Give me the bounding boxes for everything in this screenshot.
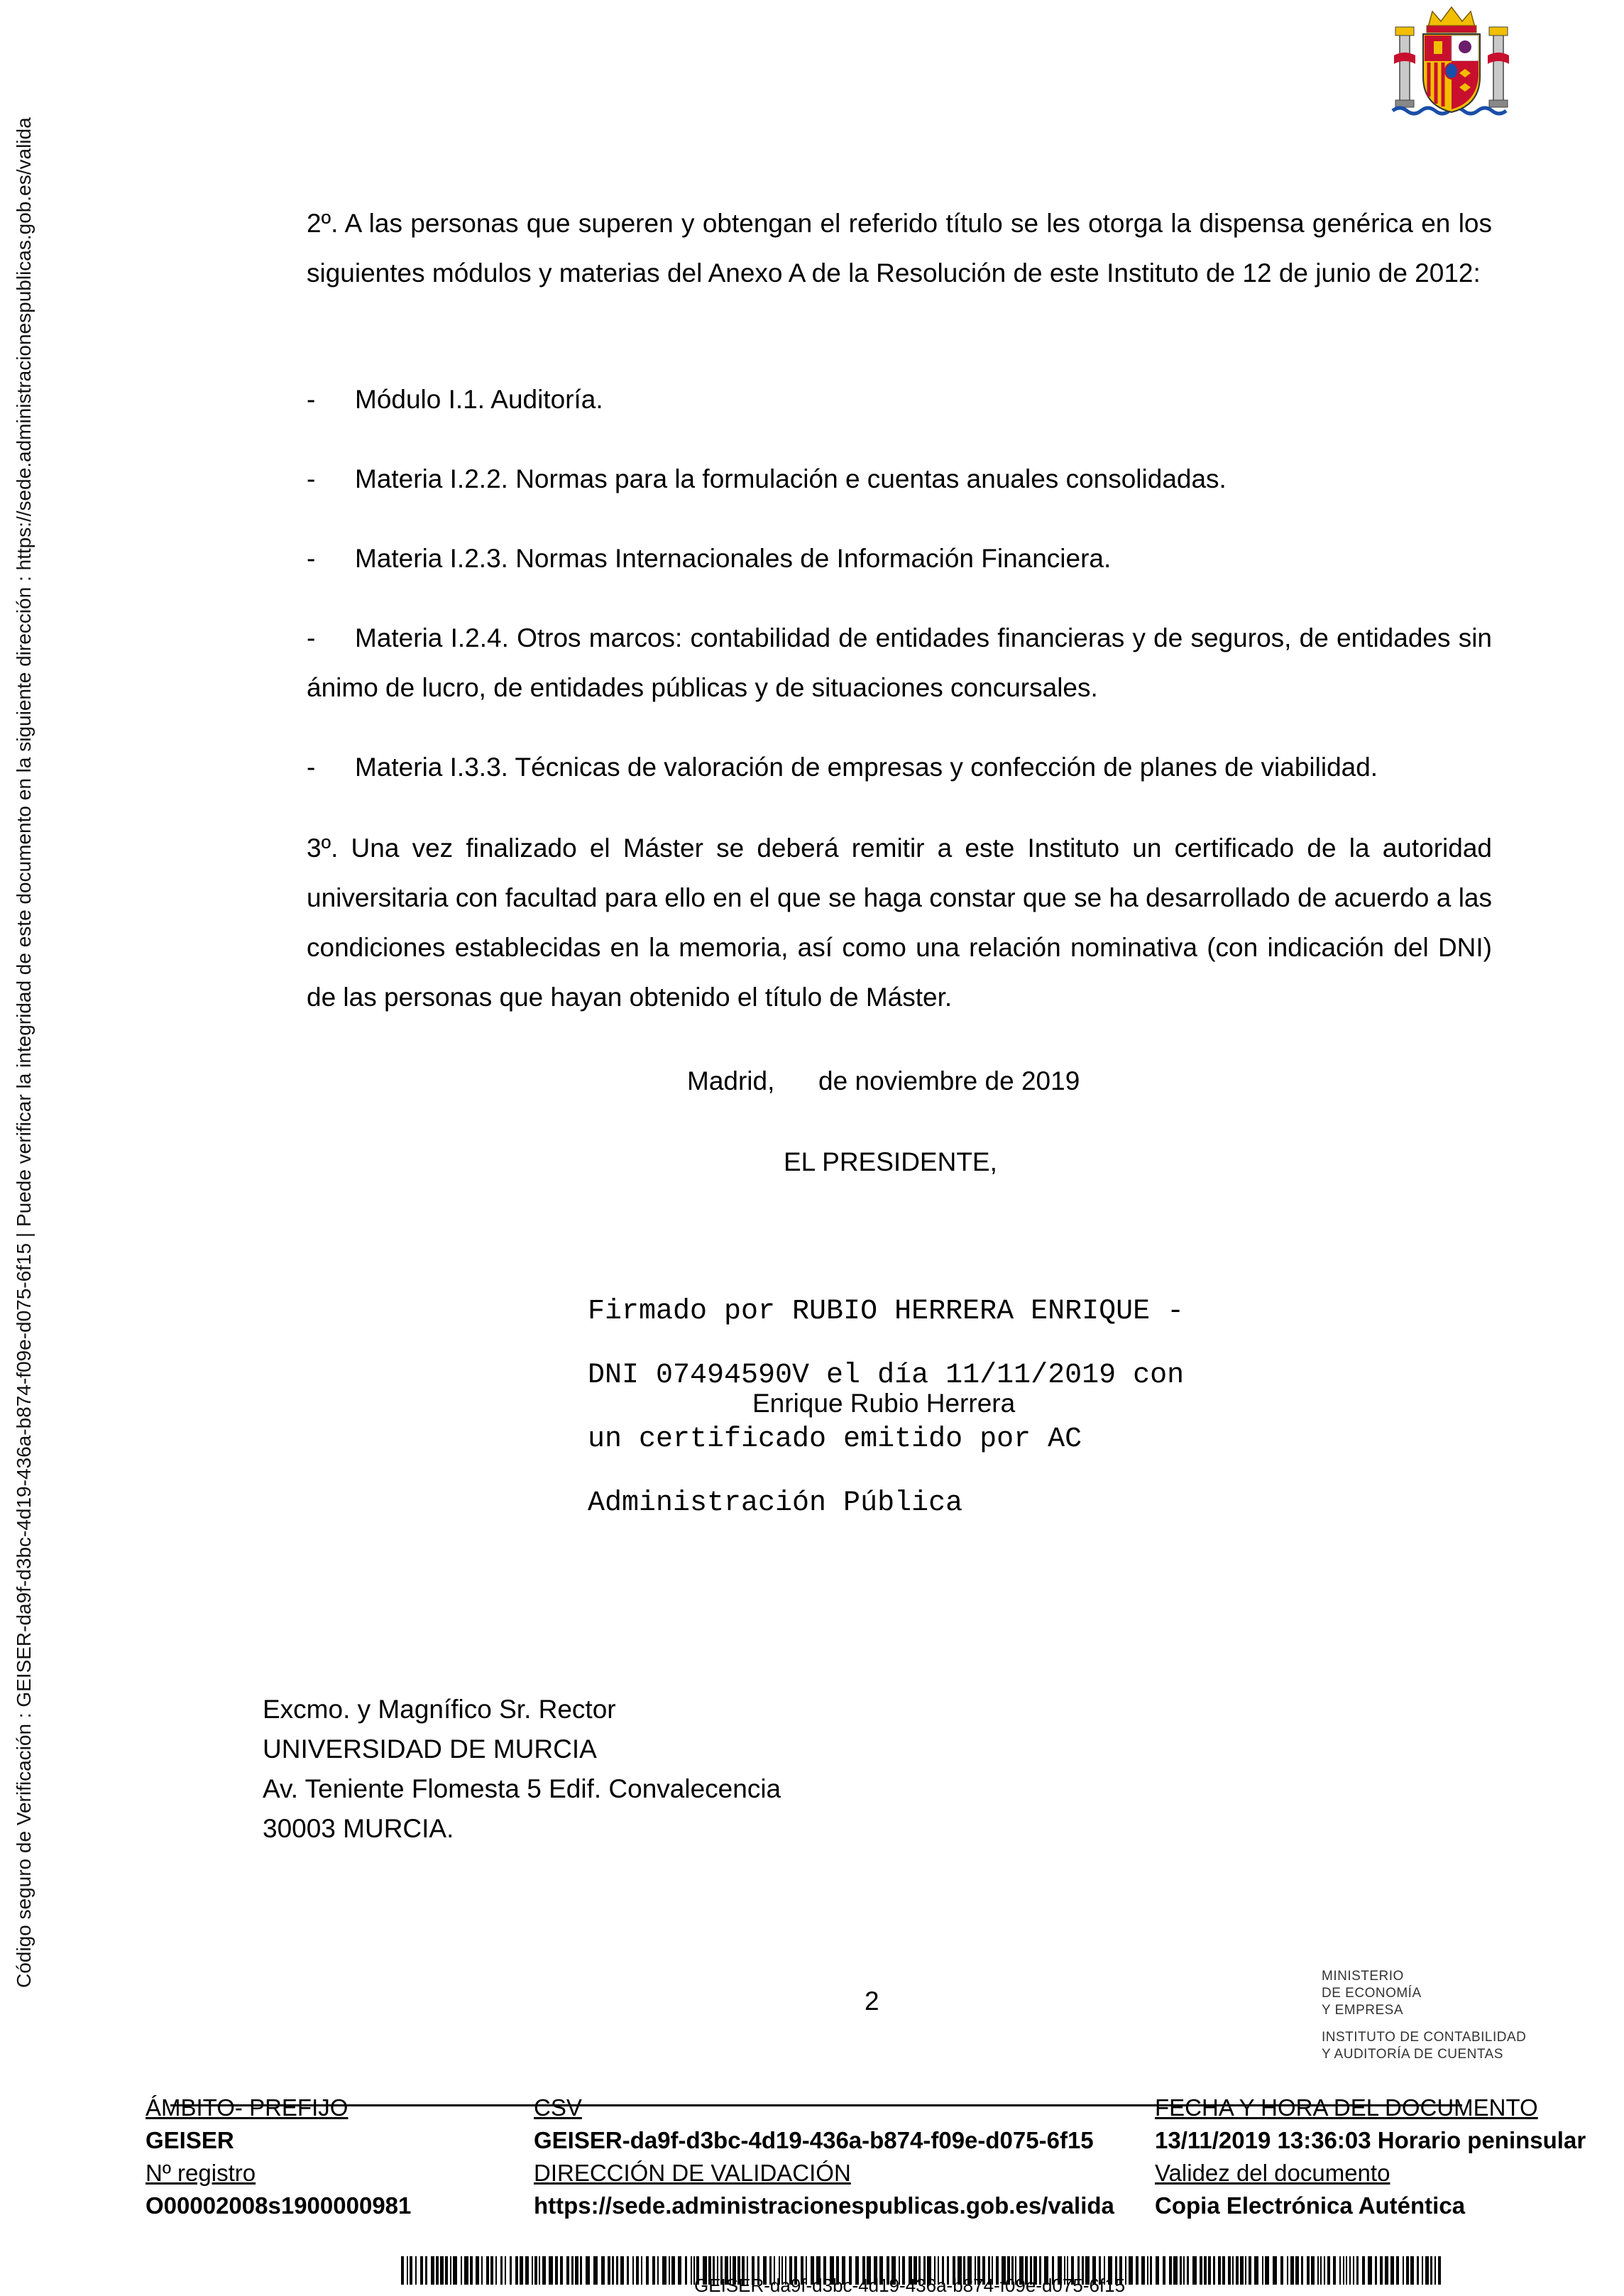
ambito-label: ÁMBITO- PREFIJO bbox=[146, 2094, 349, 2121]
vertical-csv-strip: Código seguro de Verificación : GEISER-da9f-d3bc-4d19-436a-b874-f09e-d075-6f15 | Puede verificar la integridad de este documento en la siguiente dirección : https://sede.administracionespublicas.gob.es/valida bbox=[13, 117, 35, 1988]
bullet-dash: - bbox=[307, 753, 316, 782]
bullet-item bbox=[307, 375, 1492, 425]
address-line: Av. Teniente Flomesta 5 Edif. Convalecencia bbox=[263, 1774, 781, 1803]
csv-label: CSV bbox=[534, 2094, 582, 2121]
address-line: UNIVERSIDAD DE MURCIA bbox=[263, 1734, 597, 1764]
bullet-text: Materia I.2.2. Normas para la formulación e cuentas anuales consolidadas. bbox=[355, 464, 1227, 493]
bullet-dash: - bbox=[307, 623, 316, 652]
ministry-line: MINISTERIO bbox=[1322, 1969, 1404, 1984]
coat-of-arms-icon bbox=[1391, 6, 1512, 119]
place-date: Madrid, de noviembre de 2019 bbox=[687, 1066, 1080, 1095]
paragraph-3: 3º. Una vez finalizado el Máster se deberá remitir a este Instituto un certificado de la autoridad universitaria con facultad para ello en el que se haga constar que se ha desarrollado de acuerdo a las condiciones establecidas en la memoria, así como una relación nominativa (con indicación del DNI) de las personas que hayan obtenido el título de Máster. bbox=[307, 833, 1492, 1012]
fecha-label: FECHA Y HORA DEL DOCUMENTO bbox=[1155, 2094, 1538, 2121]
page-number: 2 bbox=[865, 1986, 879, 2016]
signature-line: Firmado por RUBIO HERRERA ENRIQUE - bbox=[588, 1296, 1185, 1328]
validez-value: Copia Electrónica Auténtica bbox=[1155, 2192, 1466, 2219]
validez-label: Validez del documento bbox=[1155, 2160, 1390, 2186]
registro-label: Nº registro bbox=[146, 2160, 256, 2186]
barcode-text: GEISER-da9f-d3bc-4d19-436a-b874-f09e-d075-6f15 bbox=[694, 2275, 1126, 2296]
bullet-dash: - bbox=[307, 544, 316, 573]
bullet-item bbox=[307, 534, 1492, 584]
recipient-address bbox=[263, 1690, 781, 1849]
president-title: EL PRESIDENTE, bbox=[784, 1147, 997, 1176]
bullet-item bbox=[307, 743, 1492, 792]
bullet-text: Módulo I.1. Auditoría. bbox=[355, 385, 603, 414]
footer-col-csv bbox=[534, 2090, 1114, 2222]
ministry-line: DE ECONOMÍA bbox=[1322, 1986, 1422, 2001]
signer-name: Enrique Rubio Herrera bbox=[752, 1389, 1016, 1418]
signature-line: DNI 07494590V el día 11/11/2019 con bbox=[588, 1360, 1185, 1392]
bullet-dash: - bbox=[307, 385, 316, 414]
bullet-item bbox=[307, 613, 1492, 713]
bullet-text: Materia I.2.3. Normas Internacionales de Información Financiera. bbox=[355, 544, 1112, 573]
signature-line: Administración Pública bbox=[588, 1487, 963, 1519]
fecha-value: 13/11/2019 13:36:03 Horario peninsular bbox=[1155, 2127, 1586, 2153]
registro-value: O00002008s1900000981 bbox=[146, 2192, 412, 2219]
ministry-block bbox=[1322, 1968, 1526, 2063]
ministry-line: Y AUDITORÍA DE CUENTAS bbox=[1322, 2047, 1503, 2062]
footer-col-ambito bbox=[146, 2090, 411, 2222]
address-line: Excmo. y Magnífico Sr. Rector bbox=[263, 1695, 616, 1724]
bullet-item bbox=[307, 454, 1492, 504]
bullet-dash: - bbox=[307, 464, 316, 493]
bullet-text: Materia I.3.3. Técnicas de valoración de empresas y confección de planes de viabilidad. bbox=[355, 753, 1378, 782]
paragraph-2: 2º. A las personas que superen y obtengan el referido título se les otorga la dispensa genérica en los siguientes módulos y materias del Anexo A de la Resolución de este Instituto de 12 de junio de 2012: bbox=[307, 209, 1492, 288]
bullet-text: Materia I.2.4. Otros marcos: contabilidad de entidades financieras y de seguros, de entidades sin ánimo de lucro, de entidades públicas y de situaciones concursales. bbox=[307, 623, 1492, 702]
footer-col-fecha bbox=[1155, 2090, 1586, 2222]
direccion-value[interactable]: https://sede.administracionespublicas.gob.es/valida bbox=[534, 2192, 1114, 2219]
direccion-label: DIRECCIÓN DE VALIDACIÓN bbox=[534, 2160, 851, 2186]
signature-line: un certificado emitido por AC bbox=[588, 1423, 1082, 1455]
ministry-line: INSTITUTO DE CONTABILIDAD bbox=[1322, 2030, 1527, 2045]
csv-value: GEISER-da9f-d3bc-4d19-436a-b874-f09e-d075-6f15 bbox=[534, 2127, 1094, 2153]
ambito-value: GEISER bbox=[146, 2127, 234, 2153]
ministry-line: Y EMPRESA bbox=[1322, 2003, 1404, 2018]
address-line: 30003 MURCIA. bbox=[263, 1814, 454, 1843]
